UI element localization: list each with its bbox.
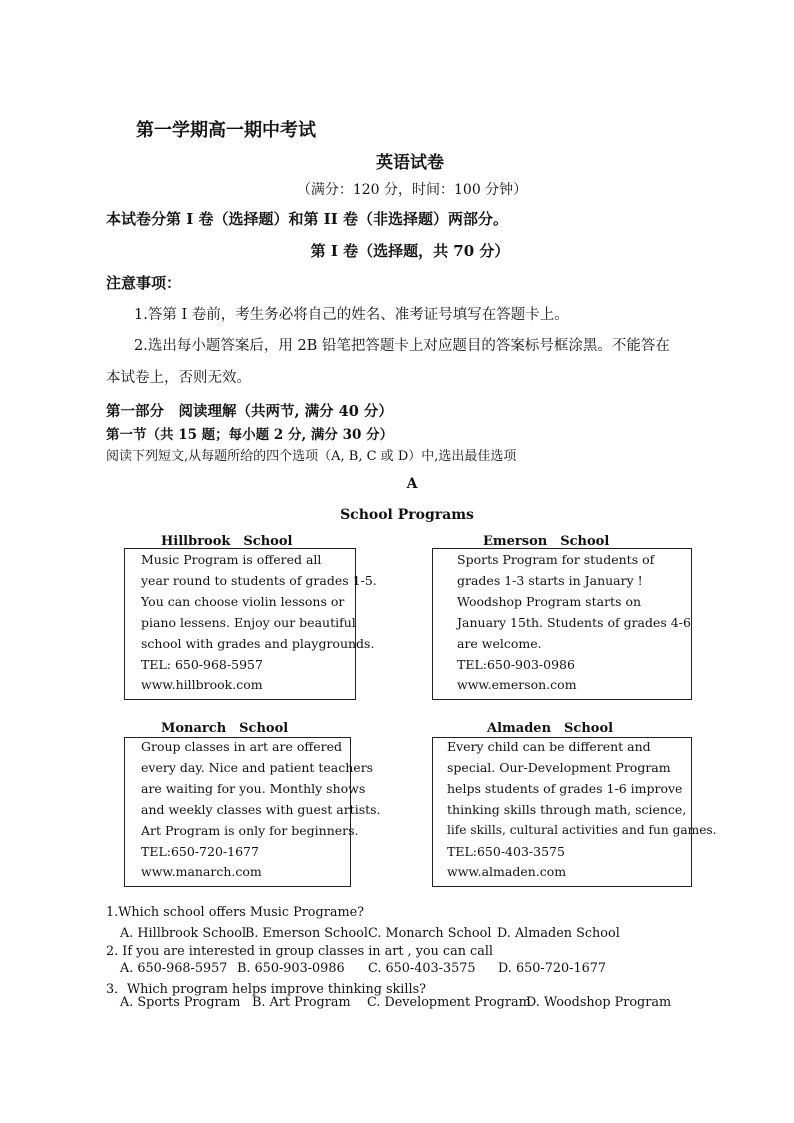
school-website: www.manarch.com	[141, 864, 262, 879]
school-line: special. Our-Development Program	[447, 760, 671, 775]
school-line: Music Program is offered all	[141, 552, 322, 567]
school-phone: TEL:650-903-0986	[457, 657, 575, 672]
question-option: A. 650-968-5957	[120, 961, 228, 976]
school-line: You can choose violin lessons or	[141, 594, 345, 609]
school-box-monarch	[124, 737, 381, 887]
school-phone: TEL:650-720-1677	[141, 844, 259, 859]
school-line: and weekly classes with guest artists.	[141, 802, 381, 817]
question-option: C. Development Program	[367, 995, 531, 1010]
school-box-hillbrook	[124, 548, 377, 700]
school-line: life skills, cultural activities and fun games.	[447, 823, 717, 837]
school-line: Sports Program for students of	[457, 552, 655, 567]
school-line: every day. Nice and patient teachers	[141, 760, 374, 775]
school-line: grades 1-3 starts in January !	[457, 573, 643, 588]
school-box-almaden	[432, 737, 717, 887]
school-phone: TEL:650-403-3575	[447, 844, 565, 859]
school-line: piano lessens. Enjoy our beautiful	[141, 615, 356, 630]
subject-title: 英语试卷	[376, 153, 444, 173]
school-line: helps students of grades 1-6 improve	[447, 781, 683, 796]
question-option: C. Monarch School	[368, 926, 492, 941]
question-option: B. Art Program	[252, 995, 351, 1010]
exam-title: 第一学期高一期中考试	[136, 120, 316, 141]
question-stem-1: 1.Which school offers Music Programe?	[106, 905, 365, 920]
question-option: A. Sports Program	[120, 995, 241, 1010]
question-option: B. Emerson School	[245, 926, 368, 941]
question-option: A. Hillbrook School	[120, 926, 247, 941]
school-name-monarch: Monarch School	[161, 721, 289, 736]
notice-item-1: 1.答第 I 卷前，考生务必将自己的姓名、准考证号填写在答题卡上。	[134, 307, 569, 323]
school-line: are waiting for you. Monthly shows	[141, 781, 366, 796]
section-instruction: 阅读下列短文,从每题所给的四个选项（A, B, C 或 D）中,选出最佳选项	[106, 449, 517, 464]
school-line: year round to students of grades 1-5.	[141, 573, 377, 588]
question-option: C. 650-403-3575	[368, 961, 476, 976]
passage-letter: A	[406, 476, 418, 492]
question-option: D. Woodshop Program	[526, 995, 672, 1010]
school-line: Woodshop Program starts on	[457, 594, 642, 609]
school-line: Group classes in art are offered	[141, 739, 343, 754]
part-heading: 第一部分 阅读理解（共两节, 满分 40 分）	[106, 403, 393, 420]
school-line: Art Program is only for beginners.	[141, 823, 359, 838]
exam-intro: 本试卷分第 I 卷（选择题）和第 II 卷（非选择题）两部分。	[106, 210, 508, 228]
school-name-almaden: Almaden School	[487, 721, 614, 736]
school-line: thinking skills through math, science,	[447, 802, 687, 817]
notice-item-2-line-2: 本试卷上，否则无效。	[106, 370, 251, 386]
section-heading: 第一节（共 15 题；每小题 2 分, 满分 30 分）	[106, 427, 394, 443]
school-website: www.emerson.com	[457, 677, 577, 692]
question-option: B. 650-903-0986	[237, 961, 345, 976]
school-line: January 15th. Students of grades 4-6	[457, 615, 691, 630]
school-website: www.almaden.com	[447, 864, 567, 879]
school-name-emerson: Emerson School	[483, 534, 610, 549]
question-option: D. 650-720-1677	[498, 961, 607, 976]
school-phone: TEL: 650-968-5957	[141, 657, 263, 672]
school-name-hillbrook: Hillbrook School	[161, 534, 293, 549]
school-line: Every child can be different and	[447, 739, 651, 754]
question-option: D. Almaden School	[497, 926, 620, 941]
school-line: are welcome.	[457, 636, 542, 651]
school-website: www.hillbrook.com	[141, 677, 263, 692]
school-box-emerson	[432, 548, 692, 700]
school-line: school with grades and playgrounds.	[141, 636, 375, 651]
question-stem-3: 3．Which program helps improve thinking skills?	[106, 982, 426, 997]
notice-label: 注意事项：	[106, 274, 182, 292]
exam-info: （满分：120 分，时间：100 分钟）	[296, 182, 528, 198]
passage-title: School Programs	[340, 507, 474, 523]
notice-item-2-line-1: 2.选出每小题答案后，用 2B 铅笔把答题卡上对应题目的答案标号框涂黑。不能答在	[134, 338, 670, 354]
volume-heading: 第 I 卷（选择题，共 70 分）	[310, 242, 510, 260]
question-stem-2: 2. If you are interested in group classes in art , you can call	[106, 944, 494, 959]
